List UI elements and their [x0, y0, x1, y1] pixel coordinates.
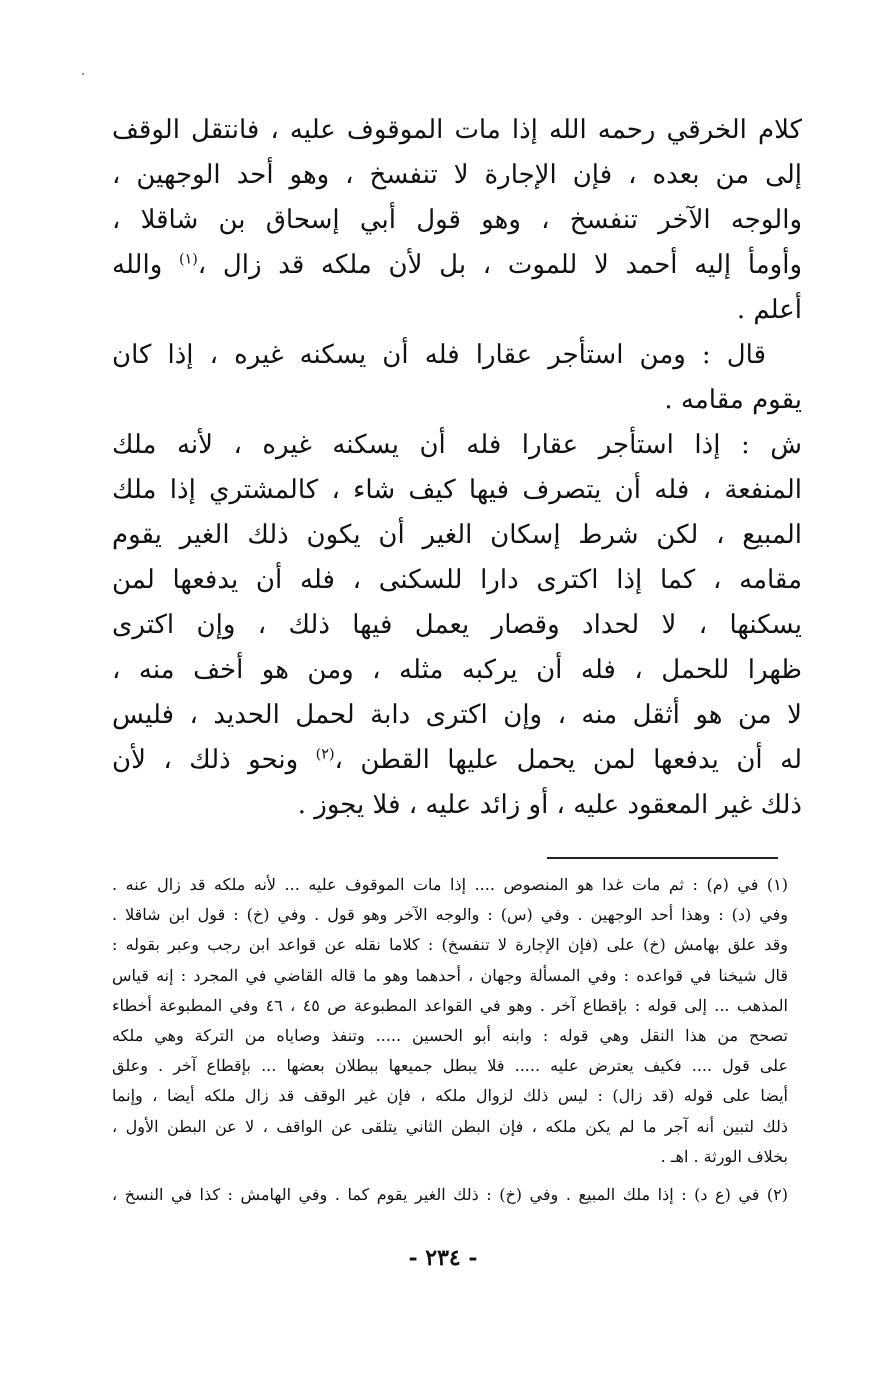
- text-line: والوجه الآخر تنفسخ ، وهو قول أبي إسحاق بن شاقلا ،: [112, 205, 802, 235]
- text-line: يقوم مقامه .: [664, 385, 802, 415]
- text-line: أعلم .: [736, 295, 802, 325]
- text-line: المنفعة ، فله أن يتصرف فيها كيف شاء ، كالمشتري إذا ملك: [112, 475, 802, 505]
- text-line: ذلك غير المعقود عليه ، أو زائد عليه ، فلا يجوز .: [297, 790, 802, 820]
- text-line: كلام الخرقي رحمه الله إذا مات الموقوف عليه ، فانتقل الوقف: [112, 115, 802, 145]
- footnote-marker: (٢): [315, 746, 335, 763]
- footnote-line: وفي (د) : وهذا أحد الوجهين . وفي (س) : والوجه الآخر وهو قول . وفي (خ) : قول ابن شاقلا .: [112, 905, 788, 925]
- text-line: يسكنها ، لا لحداد وقصار يعمل فيها ذلك ، وإن اكترى: [112, 610, 802, 640]
- text-line: له أن يدفعها لمن يحمل عليها القطن ،$^{(٢)}$ ونحو ذلك ، لأن: [112, 745, 802, 775]
- footnote-line: (١) في (م) : ثم مات غدا هو المنصوص .... إذا مات الموقوف عليه ... لأنه ملكه قد زال عنه .: [112, 875, 788, 894]
- main-text: [112, 108, 802, 828]
- text-line: قال : ومن استأجر عقارا فله أن يسكنه غيره ، إذا كان: [112, 340, 766, 370]
- text-line: المبيع ، لكن شرط إسكان الغير أن يكون ذلك الغير يقوم: [112, 520, 802, 550]
- text-line: مقامه ، كما إذا اكترى دارا للسكنى ، فله أن يدفعها لمن: [112, 565, 802, 595]
- footnotes: [112, 870, 788, 1210]
- text-line: لا من هو أثقل منه ، وإن اكترى دابة لحمل الحديد ، فليس: [112, 700, 802, 730]
- footnote-line: (٢) في (ع د) : إذا ملك المبيع . وفي (خ) : ذلك الغير يقوم كما . وفي الهامش : كذا في النسخ ،: [112, 1184, 788, 1204]
- footnote-marker: (١): [178, 251, 198, 268]
- footnote-divider: [547, 857, 778, 859]
- footnote-line: ذلك لتبين أنه آجر ما لم يكن ملكه ، فإن البطن الثاني يتلقى عن الواقف ، لا عن البطن الأول ،: [112, 1116, 788, 1136]
- text-line: ظهرا للحمل ، فله أن يركبه مثله ، ومن هو أخف منه ،: [112, 655, 802, 685]
- footnote-line: بخلاف الورثة . اهـ .: [660, 1146, 788, 1166]
- page-number: - ٢٣٤ -: [408, 1245, 478, 1271]
- footnote-line: أيضا على قوله (قد زال) : ليس ذلك لزوال ملكه ، فإن غير الوقف قد زال ملكه أيضا ، وإنما: [112, 1086, 789, 1106]
- page-speck: [82, 73, 84, 75]
- footnote-line: تصحح من هذا النقل وهي قوله : وابنه أبو الحسين ..... وتنفذ وصاياه من التركة وهي ملكه: [112, 1025, 788, 1045]
- footnote-line: وقد علق بهامش (خ) على (فإن الإجارة لا تنفسخ) : كلاما نقله عن قواعد ابن رجب وعبر بقوله :: [112, 935, 788, 955]
- text-line: ش : إذا استأجر عقارا فله أن يسكنه غيره ، لأنه ملك: [112, 430, 802, 460]
- footnote-line: على قول .... فكيف يعترض عليه ..... فلا يبطل جميعها ببطلان بعضها ... بإقطاع آخر . وعلق: [112, 1056, 788, 1076]
- text-line: وأومأ إليه أحمد لا للموت ، بل لأن ملكه قد زال ،$^{(١)}$ والله: [112, 250, 803, 280]
- text-line: إلى من بعده ، فإن الإجارة لا تنفسخ ، وهو أحد الوجهين ،: [112, 160, 802, 190]
- footnote-line: المذهب ... إلى قوله : بإقطاع آخر . وهو في القواعد المطبوعة ص ٤٥ ، ٤٦ وفي المطبوعة أخطاء: [112, 995, 789, 1015]
- footnote-line: قال شيخنا في قواعده : وفي المسألة وجهان ، أحدهما وهو ما قاله القاضي في المجرد : إنه قياس: [112, 965, 788, 985]
